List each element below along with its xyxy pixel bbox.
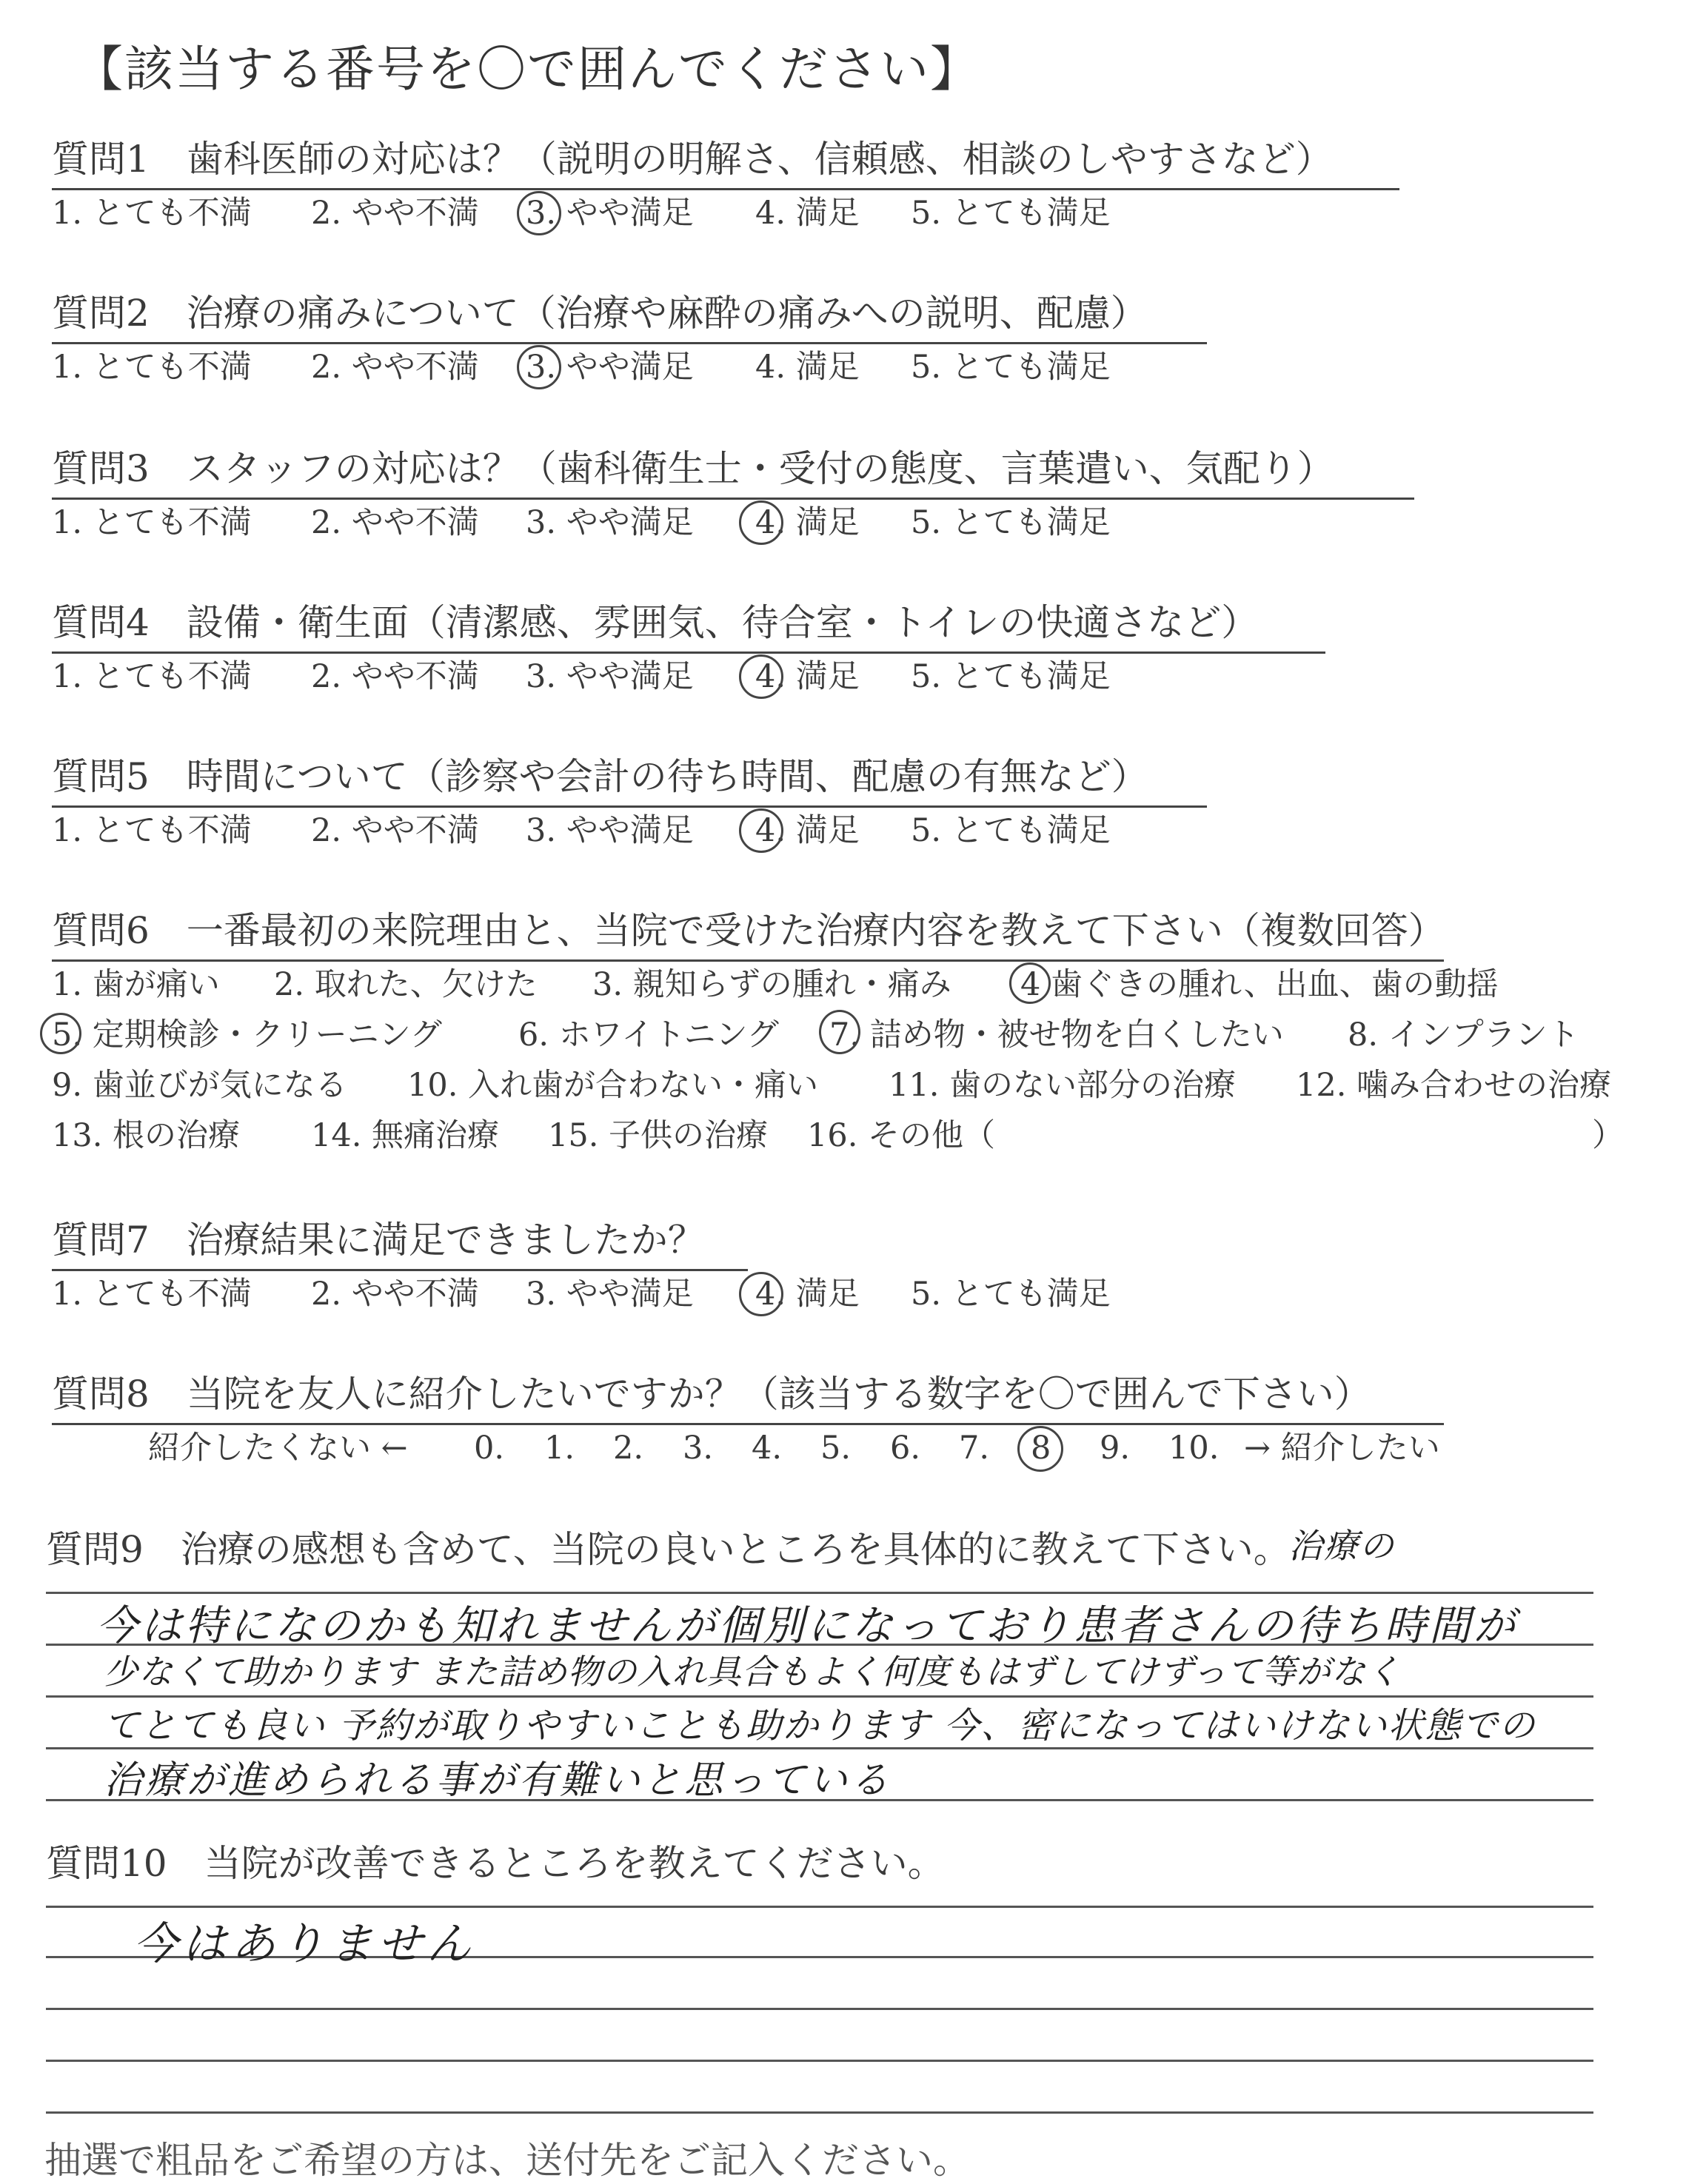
scale-8[interactable]: 8: [1031, 1430, 1051, 1467]
q6-option-4[interactable]: 4 歯ぐきの腫れ、出血、歯の動揺: [1020, 966, 1499, 1003]
question-1-heading: 質問1 歯科医師の対応は？（説明の明解さ、信頼感、相談のしやすさなど）: [52, 133, 1399, 190]
option-5[interactable]: 5. とても満足: [911, 1276, 1111, 1313]
option-5[interactable]: 5. とても満足: [911, 658, 1111, 695]
scale-6[interactable]: 6.: [890, 1430, 921, 1467]
option-3[interactable]: 3. やや満足: [526, 812, 694, 849]
option-2[interactable]: 2. やや不満: [311, 812, 479, 849]
q6-option-14[interactable]: 14. 無痛治療: [311, 1117, 500, 1154]
q6-option-1[interactable]: 1. 歯が痛い: [52, 966, 220, 1003]
scale-7[interactable]: 7.: [959, 1430, 990, 1467]
scale-4[interactable]: 4.: [752, 1430, 783, 1467]
selection-circle: [739, 1272, 783, 1316]
q6-other-close-paren: ）: [1592, 1117, 1624, 1154]
q9-answer-line-3: てとても良い 予約が取りやすいことも助かります 今、密になってはいけない状態での: [104, 1705, 1536, 1746]
answer-line: [46, 2111, 1593, 2114]
question-3-options: [52, 500, 1237, 545]
q9-answer-line-2: 少なくて助かります また詰め物の入れ具合もよく何度もはずしてけずって等がなく: [104, 1652, 1401, 1692]
selection-circle: [1009, 962, 1051, 1004]
footer-text: 抽選で粗品をご希望の方は、送付先をご記入ください。: [44, 2139, 970, 2182]
question-1-options: [52, 191, 1237, 235]
q6-option-9[interactable]: 9. 歯並びが気になる: [52, 1067, 347, 1104]
q9-answer-line-1: 今は特になのかも知れませんが個別になっており患者さんの待ち時間が: [96, 1602, 1518, 1650]
scale-left-label: 紹介したくない ←: [148, 1430, 408, 1467]
option-1[interactable]: 1. とても不満: [52, 1276, 252, 1313]
q9-handwritten-note: 治療の: [1288, 1526, 1395, 1566]
q6-option-15[interactable]: 15. 子供の治療: [548, 1117, 769, 1154]
option-5[interactable]: 5. とても満足: [911, 812, 1111, 849]
scale-right-label: → 紹介したい: [1244, 1430, 1440, 1467]
scale-9[interactable]: 9.: [1100, 1430, 1131, 1467]
scale-10[interactable]: 10.: [1168, 1430, 1220, 1467]
selection-circle: [40, 1013, 81, 1054]
option-1[interactable]: 1. とても不満: [52, 504, 252, 541]
q6-option-3[interactable]: 3. 親知らずの腫れ・痛み: [592, 966, 951, 1003]
q6-option-5[interactable]: 5. 定期検診・クリーニング: [52, 1016, 442, 1054]
option-4[interactable]: 4. 満足: [755, 658, 860, 695]
q6-option-6[interactable]: 6. ホワイトニング: [518, 1016, 779, 1054]
q6-option-8[interactable]: 8. インプラント: [1348, 1016, 1579, 1054]
question-5-options: [52, 808, 1237, 853]
question-5-heading: 質問5 時間について（診察や会計の待ち時間、配慮の有無など）: [52, 751, 1207, 808]
question-3-heading: 質問3 スタッフの対応は？（歯科衛生士・受付の態度、言葉遣い、気配り）: [52, 443, 1414, 500]
question-4-heading: 質問4 設備・衛生面（清潔感、雰囲気、待合室・トイレの快適さなど）: [52, 597, 1325, 654]
option-5[interactable]: 5. とても満足: [911, 195, 1111, 232]
option-1[interactable]: 1. とても不満: [52, 195, 252, 232]
option-2[interactable]: 2. やや不満: [311, 195, 479, 232]
question-8-heading: 質問8 当院を友人に紹介したいですか？（該当する数字を〇で囲んで下さい）: [52, 1368, 1444, 1425]
option-4[interactable]: 4. 満足: [755, 812, 860, 849]
option-2[interactable]: 2. やや不満: [311, 504, 479, 541]
q9-answer-line-4: 治療が進められる事が有難いと思っている: [104, 1758, 892, 1803]
question-8-scale: [148, 1426, 1481, 1470]
selection-circle: [739, 808, 783, 853]
selection-circle: [517, 191, 561, 235]
option-2[interactable]: 2. やや不満: [311, 1276, 479, 1313]
option-3[interactable]: 3. やや満足: [526, 195, 694, 232]
option-4[interactable]: 4. 満足: [755, 504, 860, 541]
question-9-heading: 質問9 治療の感想も含めて、当院の良いところを具体的に教えて下さい。: [46, 1528, 1291, 1571]
question-4-options: [52, 654, 1237, 699]
scale-2[interactable]: 2.: [613, 1430, 644, 1467]
option-3[interactable]: 3. やや満足: [526, 1276, 694, 1313]
q6-option-10[interactable]: 10. 入れ歯が合わない・痛い: [407, 1067, 819, 1104]
option-2[interactable]: 2. やや不満: [311, 349, 479, 386]
question-6-options: [44, 962, 1659, 1177]
question-7-options: [52, 1272, 1237, 1316]
answer-line: [46, 1906, 1593, 1908]
option-1[interactable]: 1. とても不満: [52, 349, 252, 386]
option-4[interactable]: 4. 満足: [755, 349, 860, 386]
q6-option-12[interactable]: 12. 噛み合わせの治療: [1296, 1067, 1612, 1104]
question-10-heading: 質問10 当院が改善できるところを教えてください。: [46, 1842, 945, 1885]
selection-circle: [1017, 1426, 1063, 1472]
form-title: 【該当する番号を〇で囲んでください】: [74, 41, 980, 98]
option-3[interactable]: 3. やや満足: [526, 504, 694, 541]
option-4[interactable]: 4. 満足: [755, 195, 860, 232]
scale-5[interactable]: 5.: [820, 1430, 852, 1467]
scale-0[interactable]: 0.: [474, 1430, 505, 1467]
scale-3[interactable]: 3.: [683, 1430, 714, 1467]
q6-option-16[interactable]: 16. その他（: [807, 1117, 996, 1154]
question-6-heading: 質問6 一番最初の来院理由と、当院で受けた治療内容を教えて下さい（複数回答）: [52, 905, 1444, 962]
answer-line: [46, 2060, 1593, 2062]
option-2[interactable]: 2. やや不満: [311, 658, 479, 695]
option-4[interactable]: 4. 満足: [755, 1276, 860, 1313]
scale-1[interactable]: 1.: [544, 1430, 575, 1467]
question-2-heading: 質問2 治療の痛みについて（治療や麻酔の痛みへの説明、配慮）: [52, 287, 1207, 344]
q6-option-2[interactable]: 2. 取れた、欠けた: [274, 966, 538, 1003]
selection-circle: [739, 654, 783, 699]
option-3[interactable]: 3. やや満足: [526, 349, 694, 386]
option-5[interactable]: 5. とても満足: [911, 349, 1111, 386]
option-1[interactable]: 1. とても不満: [52, 812, 252, 849]
q6-option-11[interactable]: 11. 歯のない部分の治療: [889, 1067, 1237, 1104]
selection-circle: [819, 1010, 860, 1054]
selection-circle: [739, 500, 783, 545]
selection-circle: [517, 345, 561, 389]
q6-option-13[interactable]: 13. 根の治療: [52, 1117, 241, 1154]
q6-option-7[interactable]: 7. 詰め物・被せ物を白くしたい: [829, 1016, 1284, 1054]
option-1[interactable]: 1. とても不満: [52, 658, 252, 695]
option-5[interactable]: 5. とても満足: [911, 504, 1111, 541]
q10-answer: 今はありません: [133, 1918, 475, 1970]
question-7-heading: 質問7 治療結果に満足できましたか？: [52, 1214, 748, 1271]
option-3[interactable]: 3. やや満足: [526, 658, 694, 695]
answer-line: [46, 2008, 1593, 2010]
question-2-options: [52, 345, 1237, 389]
